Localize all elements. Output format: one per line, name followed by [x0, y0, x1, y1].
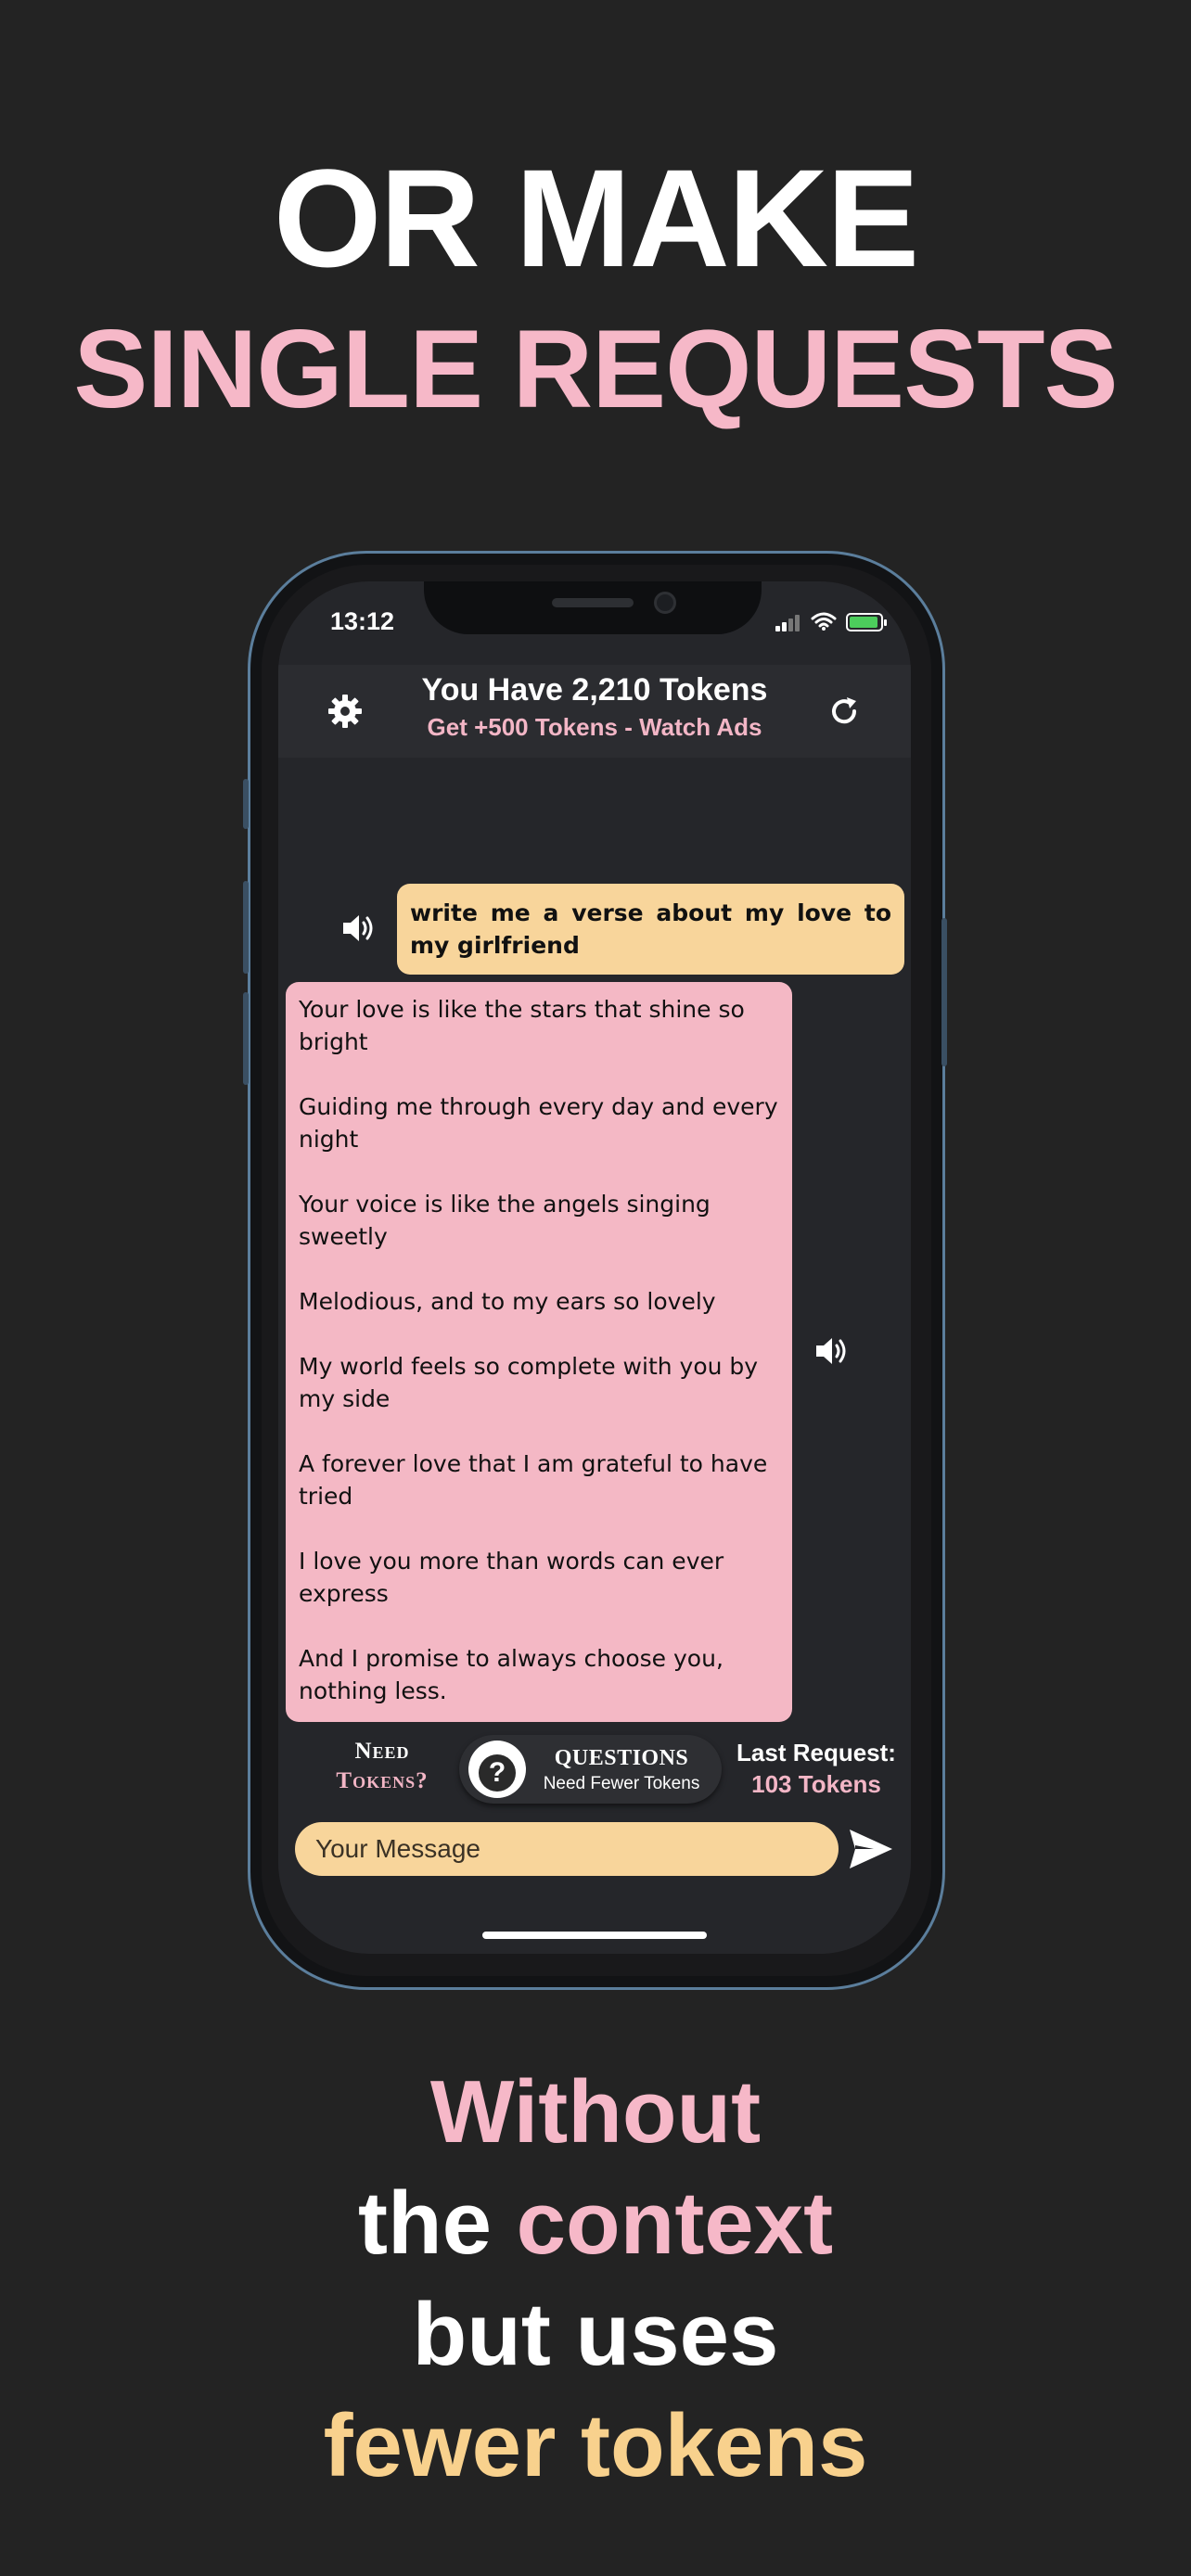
need-tokens-label-1: Need [354, 1739, 410, 1764]
front-camera [654, 592, 676, 614]
bot-line: Your love is like the stars that shine so bright [299, 996, 745, 1055]
refresh-icon[interactable] [826, 693, 863, 730]
questions-title: QUESTIONS [554, 1746, 689, 1770]
bottom-action-bar [278, 1729, 911, 1805]
volume-down-button [243, 992, 249, 1085]
mute-switch [243, 779, 249, 829]
message-input[interactable]: Your Message [295, 1822, 839, 1876]
headline-line-1: OR MAKE [273, 140, 918, 296]
need-tokens-label-2: Tokens? [336, 1768, 429, 1793]
volume-up-button [243, 881, 249, 974]
bot-message-bubble [286, 982, 792, 1722]
bot-line: I love you more than words can ever express [299, 1548, 724, 1607]
status-time: 13:12 [330, 607, 395, 635]
tagline-line-2 [0, 2174, 1191, 2273]
question-icon: ? [468, 1741, 526, 1798]
need-tokens-button[interactable] [317, 1737, 447, 1796]
tokens-title: You Have 2,210 Tokens [421, 672, 768, 708]
questions-mode-toggle[interactable] [459, 1735, 722, 1804]
tagline-line-3: but uses [412, 2285, 779, 2384]
user-message-bubble: write me a verse about my love to my girlfriend [397, 884, 904, 975]
tagline-context: context [516, 2174, 834, 2273]
last-request-info [733, 1737, 900, 1800]
notch [424, 581, 762, 634]
tagline-line-1: Without [429, 2062, 762, 2162]
home-indicator[interactable] [482, 1932, 707, 1939]
signal-icon [775, 613, 801, 631]
questions-subtitle: Need Fewer Tokens [543, 1774, 700, 1793]
watch-ads-link[interactable]: Get +500 Tokens - Watch Ads [427, 713, 762, 741]
bot-line: Guiding me through every day and every night [299, 1093, 778, 1153]
bot-line: A forever love that I am grateful to have tried [299, 1450, 768, 1510]
speaker-icon[interactable] [339, 910, 377, 947]
tagline-the: the [357, 2174, 517, 2273]
tagline-line-4: fewer tokens [323, 2396, 868, 2495]
wifi-icon [811, 611, 837, 631]
last-request-label: Last Request: [736, 1739, 896, 1766]
power-button [941, 918, 947, 1066]
bot-line: Your voice is like the angels singing sweetly [299, 1191, 711, 1250]
phone-screen [278, 581, 911, 1954]
bot-line: My world feels so complete with you by my side [299, 1353, 759, 1412]
send-icon[interactable] [846, 1824, 896, 1874]
bot-line: Melodious, and to my ears so lovely [299, 1288, 716, 1315]
app-bar [278, 665, 911, 758]
earpiece-speaker [552, 598, 634, 607]
last-request-value: 103 Tokens [751, 1770, 881, 1798]
bot-line: And I promise to always choose you, nothing less. [299, 1645, 724, 1704]
headline-line-2: SINGLE REQUESTS [73, 307, 1118, 431]
speaker-icon[interactable] [813, 1333, 850, 1370]
battery-icon [846, 613, 883, 631]
status-icons [775, 609, 883, 631]
